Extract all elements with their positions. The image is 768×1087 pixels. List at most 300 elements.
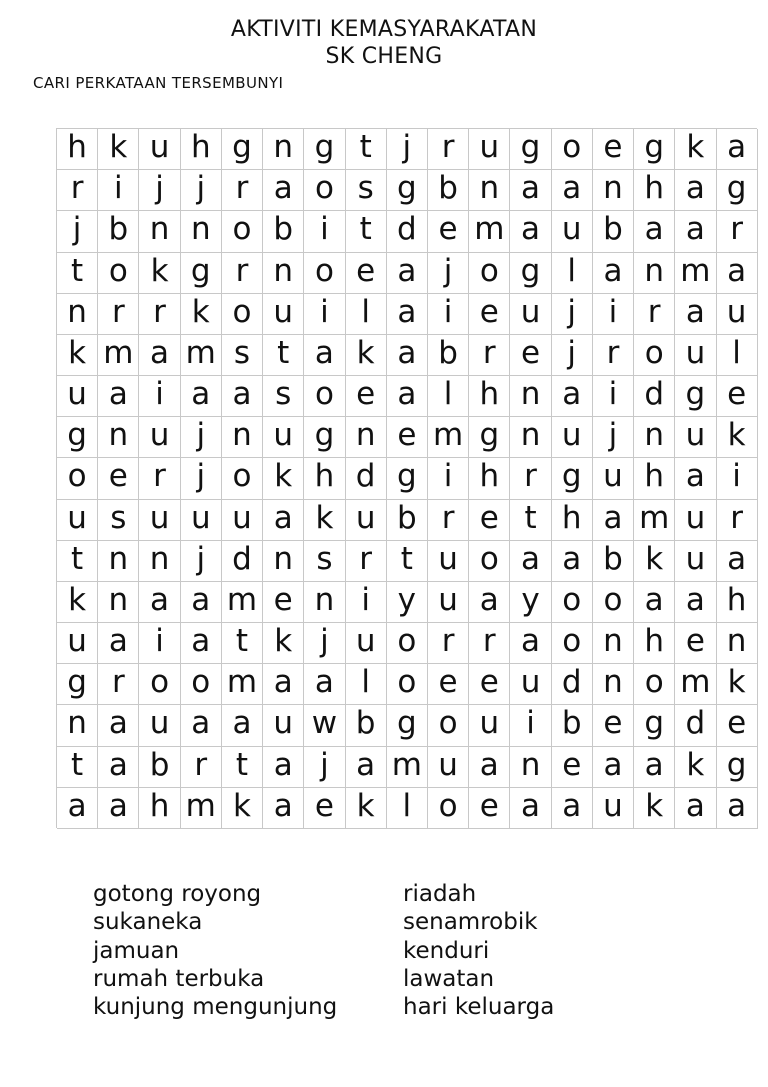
grid-cell: a [387,376,428,417]
word-list-item: kunjung mengunjung [93,994,338,1021]
grid-cell: e [469,788,510,829]
grid-cell: g [181,253,222,294]
grid-cell: o [222,294,263,335]
grid-cell: m [387,747,428,788]
grid-cell: e [552,747,593,788]
grid-cell: a [552,170,593,211]
grid-cell: u [263,417,304,458]
grid-cell: a [675,582,716,623]
grid-cell: u [469,705,510,746]
grid-cell: o [469,541,510,582]
grid-cell: l [717,335,758,376]
grid-cell: b [593,541,634,582]
grid-cell: e [675,623,716,664]
grid-cell: e [387,417,428,458]
grid-cell: a [593,500,634,541]
grid-cell: s [222,335,263,376]
grid-cell: m [98,335,139,376]
grid-cell: u [510,664,551,705]
grid-cell: b [387,500,428,541]
grid-cell: h [304,458,345,499]
grid-cell: u [139,500,180,541]
grid-cell: u [57,500,98,541]
grid-cell: a [593,253,634,294]
grid-cell: a [98,376,139,417]
grid-cell: o [428,788,469,829]
grid-cell: n [222,417,263,458]
grid-cell: b [263,211,304,252]
grid-cell: a [181,582,222,623]
grid-cell: a [469,747,510,788]
grid-cell: e [428,211,469,252]
grid-cell: n [98,541,139,582]
grid-cell: r [222,170,263,211]
word-list-item: gotong royong [93,881,262,907]
grid-cell: g [510,253,551,294]
grid-cell: d [634,376,675,417]
grid-cell: r [57,170,98,211]
grid-cell: h [139,788,180,829]
grid-cell: r [428,623,469,664]
grid-cell: u [469,129,510,170]
grid-cell: l [346,664,387,705]
grid-cell: o [304,253,345,294]
grid-cell: s [346,170,387,211]
grid-cell: k [346,335,387,376]
grid-cell: o [552,129,593,170]
word-list-item: jamuan [93,937,180,964]
grid-cell: r [346,541,387,582]
grid-cell: i [139,623,180,664]
word-list-item: sukaneka [93,909,203,936]
grid-cell: e [717,705,758,746]
grid-cell: o [181,664,222,705]
grid-cell: n [717,623,758,664]
word-list-item: lawatan [403,965,495,992]
grid-cell: u [222,500,263,541]
grid-cell: d [346,458,387,499]
grid-cell: e [593,705,634,746]
grid-cell: s [304,541,345,582]
grid-cell: g [634,129,675,170]
grid-cell: n [57,705,98,746]
grid-cell: i [510,705,551,746]
grid-cell: l [346,294,387,335]
grid-cell: m [181,788,222,829]
grid-cell: u [263,705,304,746]
grid-cell: t [222,747,263,788]
grid-cell: a [510,170,551,211]
grid-cell: u [57,376,98,417]
grid-cell: a [510,623,551,664]
grid-cell: k [98,129,139,170]
grid-cell: i [428,294,469,335]
grid-cell: r [139,458,180,499]
grid-cell: n [57,294,98,335]
grid-cell: e [346,376,387,417]
grid-cell: j [181,417,222,458]
grid-cell: e [510,335,551,376]
grid-cell: s [98,500,139,541]
grid-cell: r [222,253,263,294]
grid-cell: u [717,294,758,335]
grid-cell: j [428,253,469,294]
grid-cell: k [139,253,180,294]
grid-cell: r [510,458,551,499]
grid-cell: n [98,582,139,623]
grid-cell: u [510,294,551,335]
grid-cell: n [181,211,222,252]
grid-cell: t [57,747,98,788]
grid-cell: n [346,417,387,458]
grid-cell: a [222,376,263,417]
grid-cell: r [717,211,758,252]
grid-cell: k [717,664,758,705]
grid-cell: o [387,664,428,705]
grid-cell: a [717,541,758,582]
word-list-left [93,880,337,1021]
grid-cell: a [717,129,758,170]
grid-cell: b [428,335,469,376]
grid-cell: i [304,294,345,335]
grid-cell: a [304,335,345,376]
grid-cell: b [593,211,634,252]
word-search-grid [56,128,757,828]
grid-cell: o [634,664,675,705]
grid-cell: n [139,541,180,582]
grid-cell: j [181,458,222,499]
grid-cell: a [263,664,304,705]
grid-cell: u [675,541,716,582]
grid-cell: g [387,170,428,211]
grid-cell: e [98,458,139,499]
grid-cell: a [469,582,510,623]
grid-cell: g [469,417,510,458]
grid-cell: r [98,664,139,705]
grid-cell: e [304,788,345,829]
grid-cell: n [634,253,675,294]
grid-cell: a [634,582,675,623]
grid-cell: k [57,582,98,623]
grid-cell: j [181,170,222,211]
grid-cell: y [387,582,428,623]
grid-cell: g [387,458,428,499]
grid-cell: g [717,747,758,788]
grid-cell: a [98,623,139,664]
grid-cell: g [57,664,98,705]
grid-cell: t [57,541,98,582]
grid-cell: n [510,747,551,788]
grid-cell: o [552,582,593,623]
grid-cell: a [552,541,593,582]
grid-cell: t [346,129,387,170]
grid-cell: u [552,417,593,458]
grid-cell: u [263,294,304,335]
grid-cell: o [428,705,469,746]
grid-cell: t [57,253,98,294]
grid-cell: e [469,500,510,541]
grid-cell: g [304,129,345,170]
grid-cell: a [675,211,716,252]
grid-cell: n [593,623,634,664]
grid-cell: k [263,458,304,499]
grid-cell: b [98,211,139,252]
grid-cell: u [346,500,387,541]
grid-cell: b [346,705,387,746]
grid-cell: a [552,788,593,829]
grid-cell: h [181,129,222,170]
school-name: SK CHENG [325,44,443,69]
grid-cell: j [304,747,345,788]
grid-cell: a [387,294,428,335]
grid-cell: m [675,664,716,705]
grid-cell: u [139,129,180,170]
grid-cell: o [222,211,263,252]
grid-cell: i [346,582,387,623]
grid-cell: n [263,541,304,582]
grid-cell: i [98,170,139,211]
grid-cell: a [263,747,304,788]
grid-cell: j [139,170,180,211]
grid-cell: u [593,788,634,829]
grid-cell: a [593,747,634,788]
grid-cell: r [593,335,634,376]
grid-cell: s [263,376,304,417]
grid-cell: i [593,294,634,335]
grid-cell: r [181,747,222,788]
grid-cell: a [98,747,139,788]
page-title: AKTIVITI KEMASYARAKATAN [230,17,538,42]
grid-cell: a [675,170,716,211]
grid-cell: h [469,376,510,417]
grid-cell: k [181,294,222,335]
grid-cell: m [428,417,469,458]
grid-cell: g [387,705,428,746]
grid-cell: h [634,170,675,211]
grid-cell: o [593,582,634,623]
grid-cell: n [593,664,634,705]
grid-cell: u [428,747,469,788]
grid-cell: g [717,170,758,211]
grid-cell: a [139,335,180,376]
grid-cell: a [634,211,675,252]
grid-cell: t [510,500,551,541]
grid-cell: m [181,335,222,376]
grid-cell: a [552,376,593,417]
grid-cell: n [510,417,551,458]
grid-cell: i [139,376,180,417]
grid-cell: n [469,170,510,211]
grid-cell: t [387,541,428,582]
grid-cell: u [57,623,98,664]
grid-cell: h [717,582,758,623]
grid-cell: k [717,417,758,458]
grid-cell: j [387,129,428,170]
grid-cell: g [552,458,593,499]
grid-cell: a [346,747,387,788]
grid-cell: m [675,253,716,294]
grid-cell: m [469,211,510,252]
grid-cell: u [139,417,180,458]
grid-cell: j [593,417,634,458]
grid-cell: a [510,211,551,252]
grid-cell: n [510,376,551,417]
grid-cell: a [263,500,304,541]
grid-cell: a [181,376,222,417]
grid-cell: d [552,664,593,705]
grid-cell: b [428,170,469,211]
grid-cell: k [634,788,675,829]
grid-cell: k [346,788,387,829]
grid-cell: u [552,211,593,252]
grid-cell: n [263,253,304,294]
grid-cell: k [634,541,675,582]
grid-cell: a [57,788,98,829]
grid-cell: o [634,335,675,376]
grid-cell: u [428,541,469,582]
grid-cell: r [717,500,758,541]
grid-cell: i [717,458,758,499]
grid-cell: j [304,623,345,664]
grid-cell: d [222,541,263,582]
grid-cell: e [346,253,387,294]
grid-cell: a [510,788,551,829]
grid-cell: k [304,500,345,541]
word-list-item: senamrobik [403,909,538,936]
grid-cell: u [139,705,180,746]
grid-cell: n [98,417,139,458]
grid-cell: g [57,417,98,458]
grid-cell: a [510,541,551,582]
grid-cell: i [593,376,634,417]
grid-cell: e [717,376,758,417]
grid-cell: a [675,294,716,335]
grid-cell: u [428,582,469,623]
grid-cell: a [634,747,675,788]
word-list-item: rumah terbuka [93,965,265,992]
grid-cell: a [139,582,180,623]
grid-cell: e [469,664,510,705]
grid-cell: k [263,623,304,664]
grid-cell: j [57,211,98,252]
grid-cell: r [98,294,139,335]
grid-cell: u [675,500,716,541]
grid-cell: j [552,294,593,335]
grid-cell: u [593,458,634,499]
grid-cell: y [510,582,551,623]
grid-cell: t [222,623,263,664]
grid-cell: r [469,335,510,376]
grid-cell: a [675,458,716,499]
grid-cell: g [510,129,551,170]
grid-cell: n [634,417,675,458]
grid-cell: i [304,211,345,252]
grid-cell: o [304,376,345,417]
grid-cell: g [675,376,716,417]
grid-cell: o [304,170,345,211]
grid-cell: m [222,582,263,623]
grid-cell: l [387,788,428,829]
grid-cell: o [552,623,593,664]
grid-cell: e [263,582,304,623]
grid-cell: b [552,705,593,746]
grid-cell: g [304,417,345,458]
grid-cell: u [346,623,387,664]
grid-cell: o [57,458,98,499]
grid-cell: u [675,417,716,458]
grid-cell: a [98,788,139,829]
grid-cell: i [428,458,469,499]
grid-cell: o [469,253,510,294]
grid-cell: a [387,253,428,294]
grid-cell: k [675,747,716,788]
grid-cell: g [634,705,675,746]
grid-cell: o [139,664,180,705]
grid-cell: a [263,788,304,829]
grid-cell: r [428,500,469,541]
grid-cell: o [222,458,263,499]
word-list-right [403,880,554,1021]
grid-cell: o [387,623,428,664]
grid-cell: w [304,705,345,746]
grid-cell: n [263,129,304,170]
grid-cell: g [222,129,263,170]
grid-cell: m [222,664,263,705]
grid-cell: r [469,623,510,664]
grid-cell: n [593,170,634,211]
grid-cell: t [346,211,387,252]
grid-cell: e [469,294,510,335]
grid-cell: r [139,294,180,335]
grid-cell: m [634,500,675,541]
grid-cell: h [634,623,675,664]
grid-cell: r [634,294,675,335]
grid-cell: k [222,788,263,829]
grid-cell: l [552,253,593,294]
grid-cell: k [675,129,716,170]
grid-cell: n [139,211,180,252]
grid-cell: e [593,129,634,170]
instructions: CARI PERKATAAN TERSEMBUNYI [33,74,284,92]
grid-cell: e [428,664,469,705]
grid-cell: o [98,253,139,294]
grid-cell: a [181,623,222,664]
grid-cell: a [222,705,263,746]
word-list-item: kenduri [403,937,490,964]
grid-cell: r [428,129,469,170]
grid-cell: h [634,458,675,499]
grid-cell: n [304,582,345,623]
grid-cell: a [387,335,428,376]
grid-cell: a [263,170,304,211]
grid-cell: a [675,788,716,829]
word-list-item: hari keluarga [403,994,555,1021]
grid-cell: d [387,211,428,252]
grid-cell: a [304,664,345,705]
grid-cell: j [181,541,222,582]
grid-cell: h [57,129,98,170]
grid-cell: u [675,335,716,376]
grid-cell: b [139,747,180,788]
grid-cell: h [552,500,593,541]
grid-cell: a [98,705,139,746]
grid-cell: a [717,253,758,294]
grid-cell: a [181,705,222,746]
grid-cell: u [181,500,222,541]
grid-cell: t [263,335,304,376]
grid-cell: a [717,788,758,829]
grid-cell: k [57,335,98,376]
